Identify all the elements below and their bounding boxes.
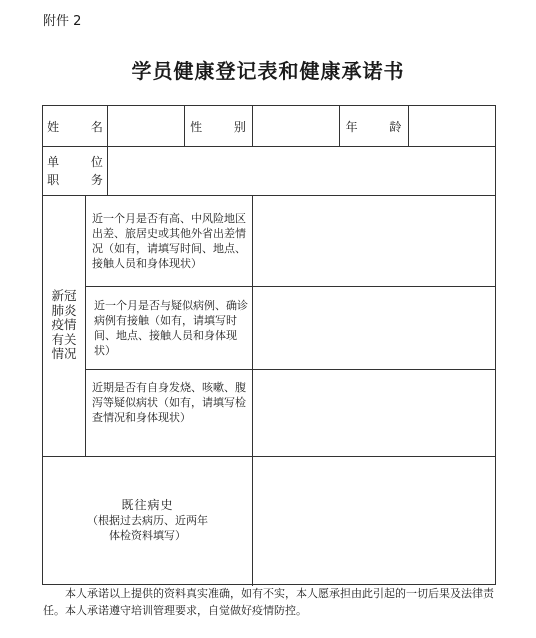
name-input-cell[interactable] <box>107 106 184 146</box>
position-label: 职 务 <box>47 172 117 187</box>
page-title: 学员健康登记表和健康承诺书 <box>131 59 405 83</box>
gender-label: 性 别 <box>190 119 260 134</box>
col-divider <box>85 195 86 456</box>
medical-history-input[interactable] <box>253 457 495 585</box>
question-case-contact: 近一个月是否与疑似病例、确诊病例有接触（如有，请填写时间、地点、接触人员和身体现状） <box>94 299 248 357</box>
health-form-table <box>42 105 496 585</box>
name-label-cell <box>43 106 117 146</box>
covid-section-label: 新冠肺炎疫情有关情况 <box>51 288 77 361</box>
age-input-cell[interactable] <box>408 106 495 146</box>
unit-input-cell[interactable] <box>107 146 495 195</box>
medical-history-title: 既往病史 <box>121 498 174 512</box>
commitment-statement: 本人承诺以上提供的资料真实准确，如有不实，本人愿承担由此引起的一切后果及法律责任。本人承诺遵守培训管理要求，自觉做好疫情防控。 <box>43 587 494 617</box>
medical-history-label <box>43 498 252 543</box>
question-high-risk-travel: 近一个月是否有高、中风险地区出差、旅居史或其他外省出差情况（如有，请填写时间、地点、接触人员和身体现状） <box>92 212 246 270</box>
gender-label-cell <box>184 106 260 146</box>
answer-symptoms[interactable] <box>253 370 495 456</box>
unit-label: 单 位 <box>47 154 117 169</box>
name-label: 姓 名 <box>47 119 117 134</box>
age-label-cell <box>339 106 416 146</box>
age-label: 年 龄 <box>345 119 416 134</box>
answer-high-risk-travel[interactable] <box>253 195 495 286</box>
attachment-label: 附件 2 <box>43 14 82 29</box>
medical-history-hint-2: 体检资料填写） <box>109 529 186 542</box>
answer-case-contact[interactable] <box>253 287 495 369</box>
medical-history-hint-1: （根据过去病历、近两年 <box>87 514 208 527</box>
question-symptoms: 近期是否有自身发烧、咳嗽、腹泻等疑似病状（如有，请填写检查情况和身体现状） <box>92 381 246 424</box>
unit-label-cell <box>43 146 117 195</box>
gender-input-cell[interactable] <box>252 106 339 146</box>
